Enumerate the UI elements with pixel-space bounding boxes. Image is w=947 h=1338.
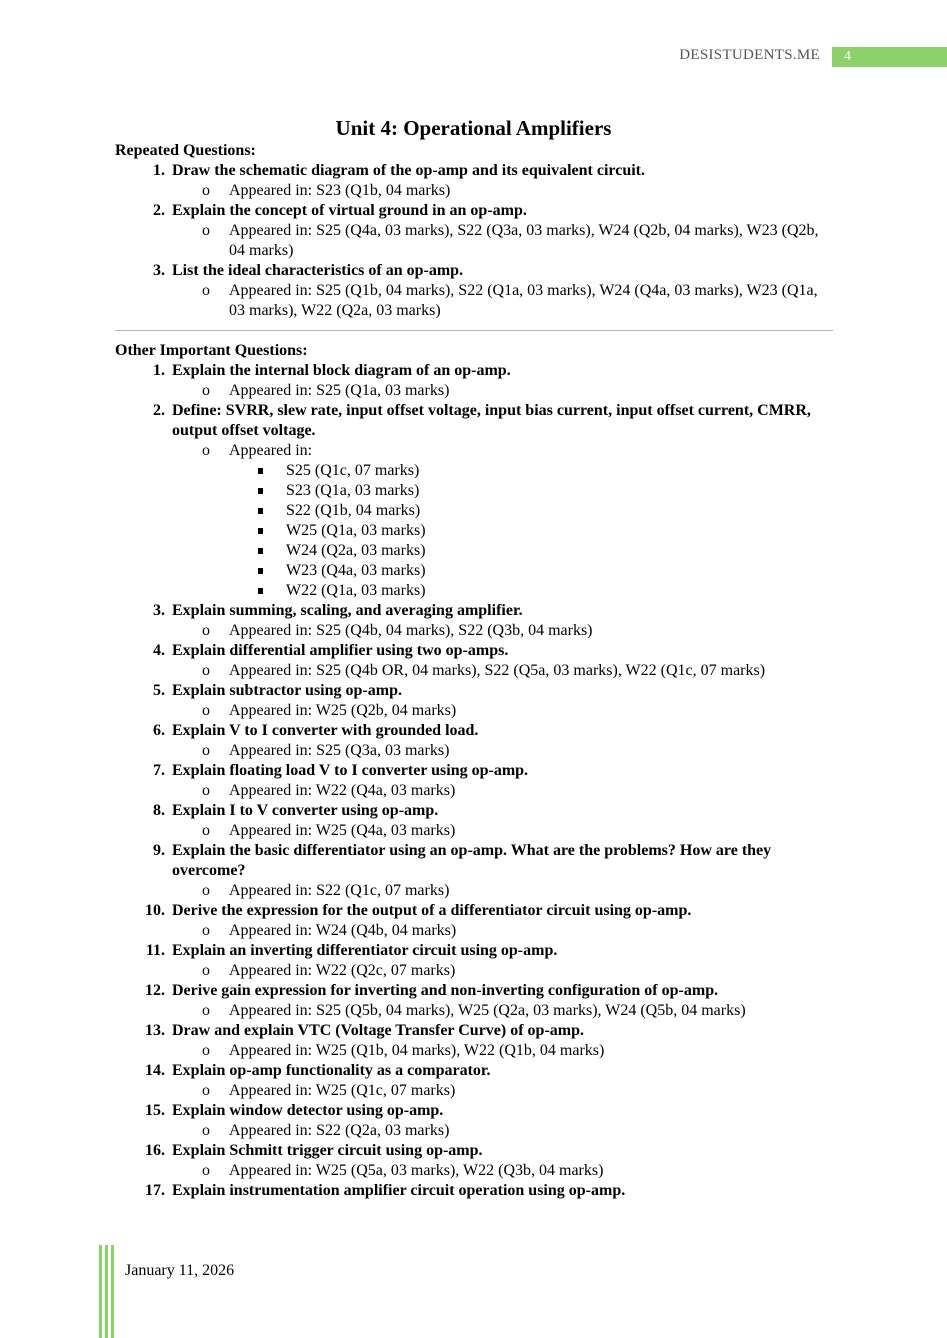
question-number: 17. <box>145 1182 165 1199</box>
appeared-text: Appeared in: S25 (Q1b, 04 marks), S22 (Q1a, 03 marks), W24 (Q4a, 03 marks), W23 (Q1a, 03 marks), W22 (Q2a, 03 marks) <box>229 282 818 319</box>
appeared-in <box>115 1081 835 1101</box>
question-item <box>115 361 835 381</box>
question-item <box>115 1061 835 1081</box>
footer-date: January 11, 2026 <box>125 1262 235 1279</box>
appeared-text: Appeared in: S22 (Q1c, 07 marks) <box>229 882 450 899</box>
square-bullet-icon <box>258 588 263 594</box>
question-number: 12. <box>145 982 165 999</box>
question-item <box>115 901 835 921</box>
circle-bullet-icon: o <box>202 1162 210 1179</box>
appeared-in <box>115 921 835 941</box>
circle-bullet-icon: o <box>202 1042 210 1059</box>
question-number: 14. <box>145 1062 165 1079</box>
repeated-question-list <box>115 161 835 321</box>
appeared-in <box>115 661 835 681</box>
question-text: Derive the expression for the output of a differentiator circuit using op-amp. <box>172 902 692 919</box>
appearance-text: W24 (Q2a, 03 marks) <box>286 542 426 559</box>
appeared-text: Appeared in: W22 (Q2c, 07 marks) <box>229 962 456 979</box>
question-number: 1. <box>153 362 165 379</box>
question-number: 7. <box>153 762 165 779</box>
circle-bullet-icon: o <box>202 962 210 979</box>
question-number: 1. <box>153 162 165 179</box>
square-bullet-icon <box>258 468 263 474</box>
repeated-heading: Repeated Questions: <box>115 142 256 159</box>
appeared-text: Appeared in: S25 (Q4b OR, 04 marks), S22 (Q5a, 03 marks), W22 (Q1c, 07 marks) <box>229 662 766 679</box>
circle-bullet-icon: o <box>202 782 210 799</box>
question-number: 11. <box>145 942 165 959</box>
question-item <box>115 201 835 221</box>
appeared-text: Appeared in: W24 (Q4b, 04 marks) <box>229 922 457 939</box>
appeared-in <box>115 1001 835 1021</box>
question-item <box>115 261 835 281</box>
appearance-text: S25 (Q1c, 07 marks) <box>286 462 420 479</box>
appearance-entry <box>115 581 835 601</box>
circle-bullet-icon: o <box>202 822 210 839</box>
question-item <box>115 941 835 961</box>
question-number: 2. <box>153 202 165 219</box>
question-text: Derive gain expression for inverting and non-inverting configuration of op-amp. <box>172 982 719 999</box>
other-heading: Other Important Questions: <box>115 342 308 359</box>
circle-bullet-icon: o <box>202 1002 210 1019</box>
appearance-entry <box>115 501 835 521</box>
appeared-text: Appeared in: S22 (Q2a, 03 marks) <box>229 1122 450 1139</box>
page-title: Unit 4: Operational Amplifiers <box>335 116 612 140</box>
appearance-entry <box>115 521 835 541</box>
appeared-text: Appeared in: S25 (Q1a, 03 marks) <box>229 382 450 399</box>
question-item <box>115 841 835 881</box>
question-item <box>115 401 835 441</box>
appeared-in <box>115 1041 835 1061</box>
circle-bullet-icon: o <box>202 382 210 399</box>
question-text: Explain op-amp functionality as a comparator. <box>172 1062 491 1079</box>
question-item <box>115 1181 835 1201</box>
appeared-in <box>115 1121 835 1141</box>
circle-bullet-icon: o <box>202 662 210 679</box>
appeared-text: Appeared in: S25 (Q4a, 03 marks), S22 (Q3a, 03 marks), W24 (Q2b, 04 marks), W23 (Q2b, 04 marks) <box>229 222 819 259</box>
question-text: Explain the basic differentiator using an op-amp. What are the problems? How are they overcome? <box>172 842 772 879</box>
question-number: 4. <box>153 642 165 659</box>
appearance-text: W22 (Q1a, 03 marks) <box>286 582 426 599</box>
appearance-entry <box>115 481 835 501</box>
question-text: Explain window detector using op-amp. <box>172 1102 444 1119</box>
appearance-text: W23 (Q4a, 03 marks) <box>286 562 426 579</box>
appeared-text: Appeared in: W25 (Q1c, 07 marks) <box>229 1082 456 1099</box>
question-number: 3. <box>153 262 165 279</box>
appeared-text: Appeared in: S23 (Q1b, 04 marks) <box>229 182 451 199</box>
circle-bullet-icon: o <box>202 622 210 639</box>
circle-bullet-icon: o <box>202 922 210 939</box>
circle-bullet-icon: o <box>202 702 210 719</box>
appeared-text: Appeared in: W25 (Q1b, 04 marks), W22 (Q1b, 04 marks) <box>229 1042 605 1059</box>
circle-bullet-icon: o <box>202 1082 210 1099</box>
question-text: Draw the schematic diagram of the op-amp and its equivalent circuit. <box>172 162 645 179</box>
appeared-in <box>115 441 835 461</box>
question-item <box>115 681 835 701</box>
question-text: Explain the concept of virtual ground in an op-amp. <box>172 202 527 219</box>
square-bullet-icon <box>258 488 263 494</box>
question-number: 8. <box>153 802 165 819</box>
section-divider <box>115 330 833 331</box>
appeared-in <box>115 961 835 981</box>
question-number: 2. <box>153 402 165 419</box>
question-number: 5. <box>153 682 165 699</box>
footer-accent-bars <box>99 1245 115 1338</box>
appeared-in <box>115 621 835 641</box>
header-site-name: DESISTUDENTS.ME <box>679 47 820 63</box>
document-body <box>115 141 835 1201</box>
circle-bullet-icon: o <box>202 882 210 899</box>
question-item <box>115 981 835 1001</box>
question-number: 3. <box>153 602 165 619</box>
other-question-list <box>115 361 835 1201</box>
question-item <box>115 601 835 621</box>
question-item <box>115 1021 835 1041</box>
circle-bullet-icon: o <box>202 1122 210 1139</box>
question-text: Define: SVRR, slew rate, input offset voltage, input bias current, input offset current, CMRR, output offset voltage. <box>172 402 811 439</box>
appeared-text: Appeared in: S25 (Q5b, 04 marks), W25 (Q2a, 03 marks), W24 (Q5b, 04 marks) <box>229 1002 746 1019</box>
appeared-in <box>115 881 835 901</box>
question-number: 15. <box>145 1102 165 1119</box>
square-bullet-icon <box>258 548 263 554</box>
question-text: Explain V to I converter with grounded load. <box>172 722 479 739</box>
question-number: 13. <box>145 1022 165 1039</box>
question-text: Explain differential amplifier using two op-amps. <box>172 642 509 659</box>
question-text: Explain summing, scaling, and averaging amplifier. <box>172 602 523 619</box>
appeared-text: Appeared in: W25 (Q5a, 03 marks), W22 (Q3b, 04 marks) <box>229 1162 604 1179</box>
appeared-in <box>115 381 835 401</box>
appeared-in <box>115 741 835 761</box>
question-number: 6. <box>153 722 165 739</box>
appearance-entry <box>115 561 835 581</box>
circle-bullet-icon: o <box>202 182 210 199</box>
question-item <box>115 641 835 661</box>
appeared-text: Appeared in: W25 (Q4a, 03 marks) <box>229 822 456 839</box>
appeared-in <box>115 281 835 321</box>
question-text: Explain the internal block diagram of an op-amp. <box>172 362 511 379</box>
appeared-in <box>115 781 835 801</box>
question-text: Explain Schmitt trigger circuit using op-amp. <box>172 1142 483 1159</box>
page-number: 4 <box>832 47 947 67</box>
question-item <box>115 761 835 781</box>
appearance-text: S23 (Q1a, 03 marks) <box>286 482 420 499</box>
question-text: Explain floating load V to I converter using op-amp. <box>172 762 529 779</box>
appeared-text: Appeared in: W25 (Q2b, 04 marks) <box>229 702 457 719</box>
appearance-entry <box>115 541 835 561</box>
question-text: Explain instrumentation amplifier circuit operation using op-amp. <box>172 1182 626 1199</box>
question-item <box>115 721 835 741</box>
question-number: 16. <box>145 1142 165 1159</box>
question-text: Draw and explain VTC (Voltage Transfer Curve) of op-amp. <box>172 1022 585 1039</box>
appearance-text: W25 (Q1a, 03 marks) <box>286 522 426 539</box>
appeared-in <box>115 221 835 261</box>
question-text: Explain subtractor using op-amp. <box>172 682 402 699</box>
appeared-text: Appeared in: W22 (Q4a, 03 marks) <box>229 782 456 799</box>
appeared-in <box>115 821 835 841</box>
question-item <box>115 161 835 181</box>
circle-bullet-icon: o <box>202 282 210 299</box>
question-item <box>115 801 835 821</box>
appeared-text: Appeared in: S25 (Q3a, 03 marks) <box>229 742 450 759</box>
appeared-text: Appeared in: <box>229 442 313 459</box>
question-text: Explain an inverting differentiator circuit using op-amp. <box>172 942 558 959</box>
appeared-in <box>115 701 835 721</box>
question-text: Explain I to V converter using op-amp. <box>172 802 439 819</box>
circle-bullet-icon: o <box>202 742 210 759</box>
circle-bullet-icon: o <box>202 442 210 459</box>
circle-bullet-icon: o <box>202 222 210 239</box>
appeared-text: Appeared in: S25 (Q4b, 04 marks), S22 (Q3b, 04 marks) <box>229 622 593 639</box>
square-bullet-icon <box>258 528 263 534</box>
appeared-in <box>115 181 835 201</box>
square-bullet-icon <box>258 508 263 514</box>
question-item <box>115 1141 835 1161</box>
square-bullet-icon <box>258 568 263 574</box>
appearance-entry <box>115 461 835 481</box>
appeared-in <box>115 1161 835 1181</box>
appearance-text: S22 (Q1b, 04 marks) <box>286 502 421 519</box>
question-number: 10. <box>145 902 165 919</box>
question-text: List the ideal characteristics of an op-amp. <box>172 262 464 279</box>
question-number: 9. <box>153 842 165 859</box>
question-item <box>115 1101 835 1121</box>
